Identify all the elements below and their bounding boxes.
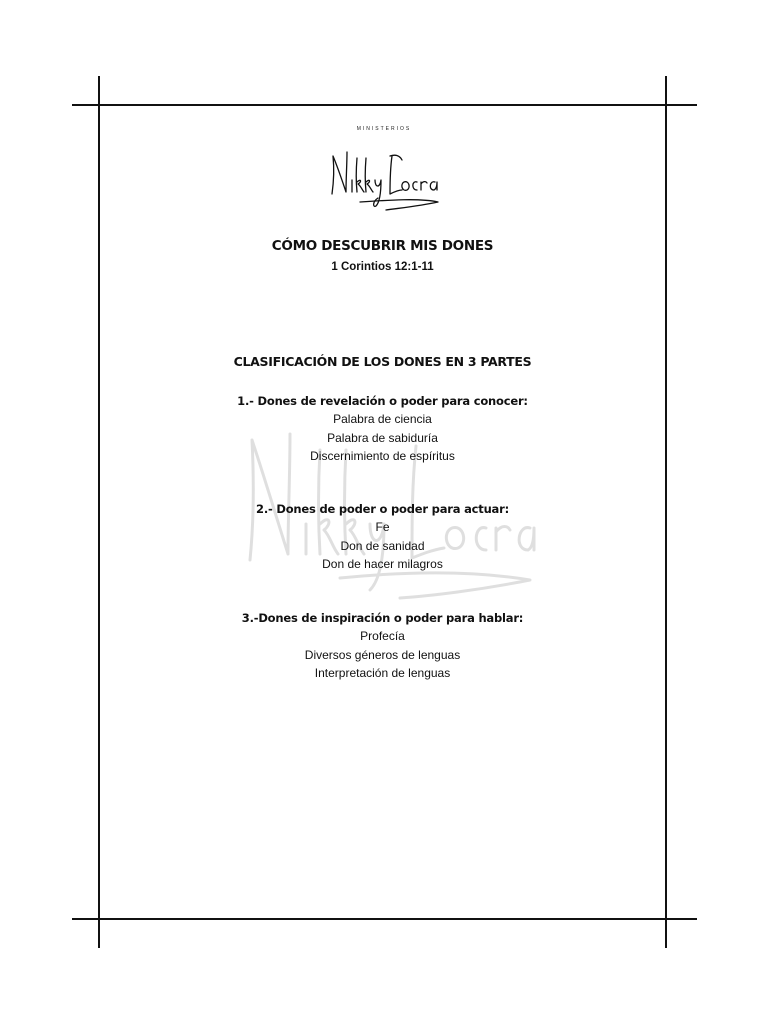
list-item: Interpretación de lenguas <box>314 666 451 680</box>
list-item: Palabra de ciencia <box>333 412 432 426</box>
page-title: CÓMO DESCUBRIR MIS DONES <box>271 238 494 254</box>
frame-top-line <box>72 104 697 106</box>
list-item: Don de sanidad <box>340 538 425 553</box>
list-item: Diversos géneros de lenguas <box>304 647 461 662</box>
list-item: Don de hacer milagros <box>322 557 443 571</box>
group-heading: 1.- Dones de revelación o poder para conocer: <box>237 394 528 408</box>
list-item: Profecía <box>360 629 405 643</box>
bible-reference: 1 Corintios 12:1-11 <box>331 261 434 273</box>
gift-group-inspiration <box>100 609 665 683</box>
group-heading: 2.- Dones de poder o poder para actuar: <box>256 502 509 516</box>
logo-tagline: MINISTERIOS <box>356 126 412 132</box>
gift-group-power <box>100 500 665 574</box>
frame-right-line <box>665 76 667 948</box>
gift-group-revelation <box>100 392 665 466</box>
ministry-logo <box>320 122 448 214</box>
list-item: Palabra de sabiduría <box>327 430 438 445</box>
list-item: Fe <box>375 520 390 534</box>
frame-bottom-line <box>72 918 697 920</box>
section-title: CLASIFICACIÓN DE LOS DONES EN 3 PARTES <box>233 354 532 369</box>
signature-logo-icon <box>320 136 448 216</box>
group-heading: 3.-Dones de inspiración o poder para hablar: <box>241 611 524 625</box>
list-item: Discernimiento de espíritus <box>310 449 455 463</box>
